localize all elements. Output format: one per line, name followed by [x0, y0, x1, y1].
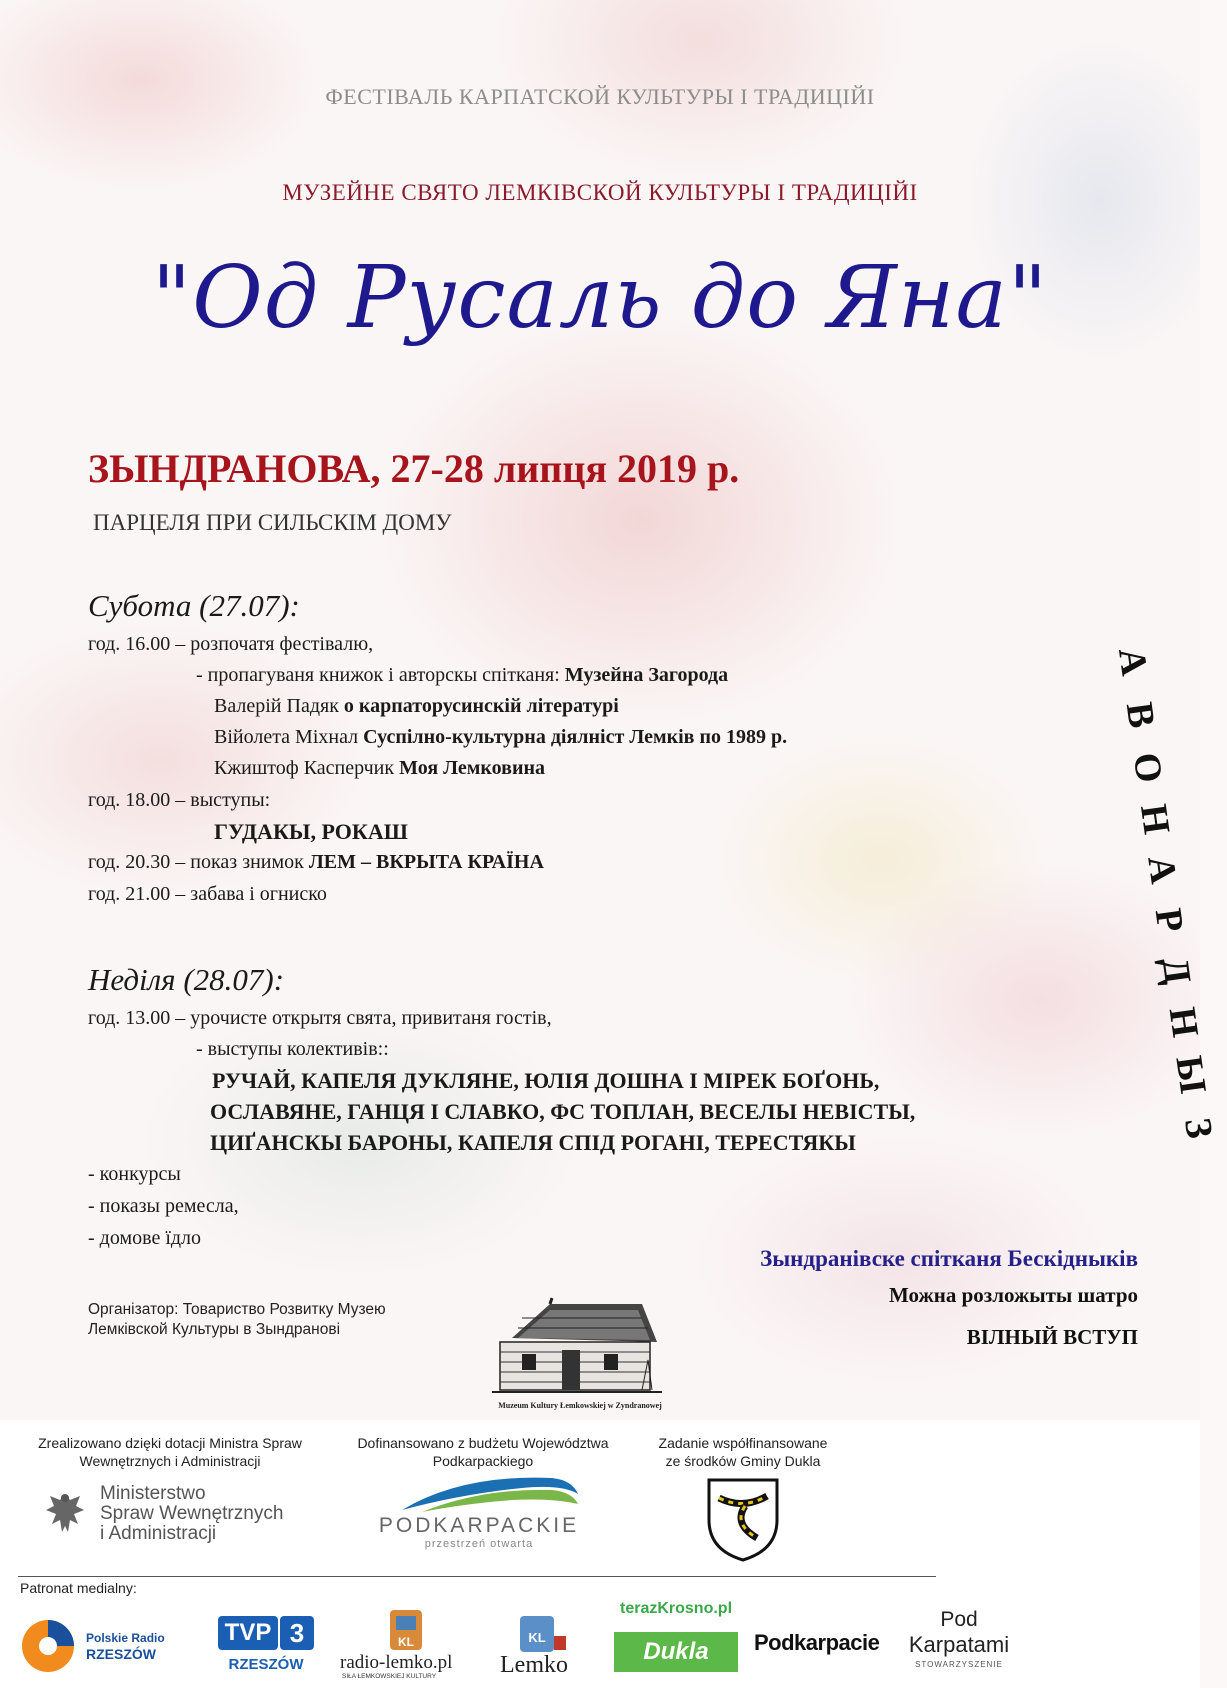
- svg-text:KL: KL: [528, 1630, 546, 1645]
- ministry-logo-line: i Administracji: [100, 1523, 217, 1544]
- dukla-logo: Dukla: [614, 1632, 738, 1672]
- side-letter: Д: [1153, 954, 1199, 987]
- polskie-radio-text: [86, 1630, 165, 1662]
- sat-line-8: год. 20.30 – показ знимок ЛЕМ – ВКРЫТА КРАЇНА: [88, 851, 544, 873]
- sun-groups-1: РУЧАЙ, КАПЕЛЯ ДУКЛЯНЕ, ЮЛІЯ ДОШНА І МІРЕК БОҐОНЬ,: [212, 1068, 880, 1093]
- lemko-tv-text: Lemko: [500, 1652, 568, 1678]
- tvp-logo: TVP: [218, 1616, 278, 1650]
- side-letter: А: [1110, 645, 1156, 679]
- side-letter: В: [1117, 699, 1163, 731]
- sun-extra-2: - показы ремесла,: [88, 1195, 239, 1217]
- ministry-logo-line: Ministerstwo: [100, 1483, 206, 1504]
- festival-heading: ФЕСТІВАЛЬ КАРПАТСКОЙ КУЛЬТУРЫ І ТРАДИЦІЙІ: [325, 84, 875, 109]
- radio-lemko-text: radio-lemko.pl: [340, 1652, 453, 1673]
- podkarpackie-logo-text: PODKARPACKIE: [378, 1514, 580, 1537]
- side-letter: Р: [1146, 905, 1192, 935]
- tvp-3-badge: 3: [280, 1616, 314, 1650]
- poster-title: "Од Русаль до Яна": [151, 248, 1049, 348]
- sat-line-2: - пропагуваня книжок і авторскы спітканя: Музейна Загорода: [196, 664, 729, 686]
- sun-extra-3: - домове їдло: [88, 1227, 202, 1249]
- radio-lemko-slogan: SIŁA ŁEMKOWSKIEJ KULTURY: [342, 1673, 437, 1680]
- ministry-logo-line: Spraw Wewnętrznych: [100, 1503, 284, 1524]
- sponsor-region-text: Dofinansowano z budżetu Województwa Podkarpackiego: [357, 1435, 609, 1469]
- dukla-coat-of-arms-icon: [705, 1476, 781, 1564]
- museum-house-illustration: [492, 1298, 662, 1400]
- place-date: ЗЫНДРАНОВА, 27-28 липця 2019 р.: [88, 446, 740, 491]
- venue: ПАРЦЕЛЯ ПРИ СИЛЬСКІМ ДОМУ: [93, 510, 452, 535]
- sat-line-3: Валерій Падяк о карпаторусинскій літературі: [214, 695, 619, 717]
- meeting-note: Зындранівске спітканя Бескідныків: [760, 1246, 1138, 1271]
- side-letter: З: [1176, 1115, 1221, 1141]
- pod-karpatami-line2: Karpatami: [908, 1632, 1010, 1657]
- podkarpackie-slogan: przestrzeń otwarta: [424, 1538, 534, 1550]
- pod-karpatami-line3: STOWARZYSZENIE: [915, 1660, 1003, 1669]
- podkarpackie-swoosh-icon: [402, 1474, 582, 1514]
- museum-event-heading: МУЗЕЙНЕ СВЯТО ЛЕМКІВСКОЙ КУЛЬТУРЫ І ТРАДИЦІЙІ: [282, 180, 918, 205]
- polskie-radio-city: RZESZÓW: [86, 1646, 156, 1662]
- teraz-krosno-logo: terazKrosno.pl: [620, 1600, 733, 1617]
- saturday-heading: Субота (27.07):: [88, 588, 300, 623]
- sun-groups-3: ЦИҐАНСКЫ БАРОНЫ, КАПЕЛЯ СПІД РОГАНІ, ТЕРЕСТЯКЫ: [210, 1130, 856, 1155]
- podkarpacie-logo: Podkarpacie: [754, 1630, 880, 1655]
- polskie-radio-line: Polskie Radio: [86, 1631, 165, 1645]
- organizer: Організатор: Товариство Розвитку Музею Лемківской Культуры в Зындранові: [88, 1301, 386, 1338]
- side-letter: А: [1139, 853, 1185, 887]
- sat-line-1: год. 16.00 – розпочатя фестівалю,: [88, 633, 374, 655]
- side-letter: О: [1124, 750, 1171, 786]
- tent-note: Можна розложыты шатро: [889, 1283, 1138, 1307]
- radio-lemko-logo-icon: [384, 1606, 428, 1654]
- sunday-heading: Неділя (28.07):: [88, 962, 285, 997]
- side-letter: Ы: [1167, 1053, 1215, 1097]
- sat-line-6: год. 18.00 – выступы:: [88, 789, 271, 811]
- sat-line-5: Кжиштоф Касперчик Моя Лемковина: [214, 757, 546, 779]
- pod-karpatami-line1: Pod: [940, 1608, 978, 1631]
- side-letter: Н: [1160, 1004, 1207, 1040]
- museum-caption: Muzeum Kultury Łemkowskiej w Zyndranowej: [498, 1401, 662, 1410]
- sun-groups-2: ОСЛАВЯНЕ, ГАНЦЯ І СЛАВКО, ФС ТОПЛАН, ВЕСЕЛЫ НЕВІСТЫ,: [210, 1099, 916, 1124]
- footer-divider: [18, 1576, 936, 1577]
- sun-line-1: год. 13.00 – урочисте открытя свята, привитаня гостів,: [88, 1007, 552, 1029]
- sat-line-9: год. 21.00 – забава і огниско: [88, 883, 327, 905]
- tvp-city: RZESZÓW: [228, 1656, 304, 1673]
- sun-extra-1: - конкурсы: [88, 1163, 181, 1185]
- lemko-tv-logo-icon: [516, 1612, 566, 1656]
- sat-line-4: Війолета Міхнал Суспілно-культурна діялніст Лемків по 1989 р.: [214, 726, 788, 748]
- sun-line-2: - выступы колективів::: [196, 1038, 389, 1060]
- sponsor-ministry-text: Zrealizowano dzięki dotacji Ministra Spraw Wewnętrznych i Administracji: [38, 1435, 302, 1469]
- polskie-radio-logo-icon: [20, 1618, 76, 1674]
- free-entry: ВІЛНЫЙ ВСТУП: [966, 1325, 1138, 1349]
- patronat-label: Patronat medialny:: [20, 1580, 137, 1596]
- ministry-logo-text: [100, 1484, 283, 1544]
- side-letter: Н: [1131, 801, 1178, 837]
- eagle-emblem-icon: [40, 1488, 90, 1546]
- sat-performers: ГУДАКЫ, РОКАШ: [214, 819, 408, 844]
- sponsor-dukla-text: Zadanie współfinansowane ze środków Gminy Dukla: [658, 1435, 828, 1469]
- svg-text:KL: KL: [398, 1635, 414, 1649]
